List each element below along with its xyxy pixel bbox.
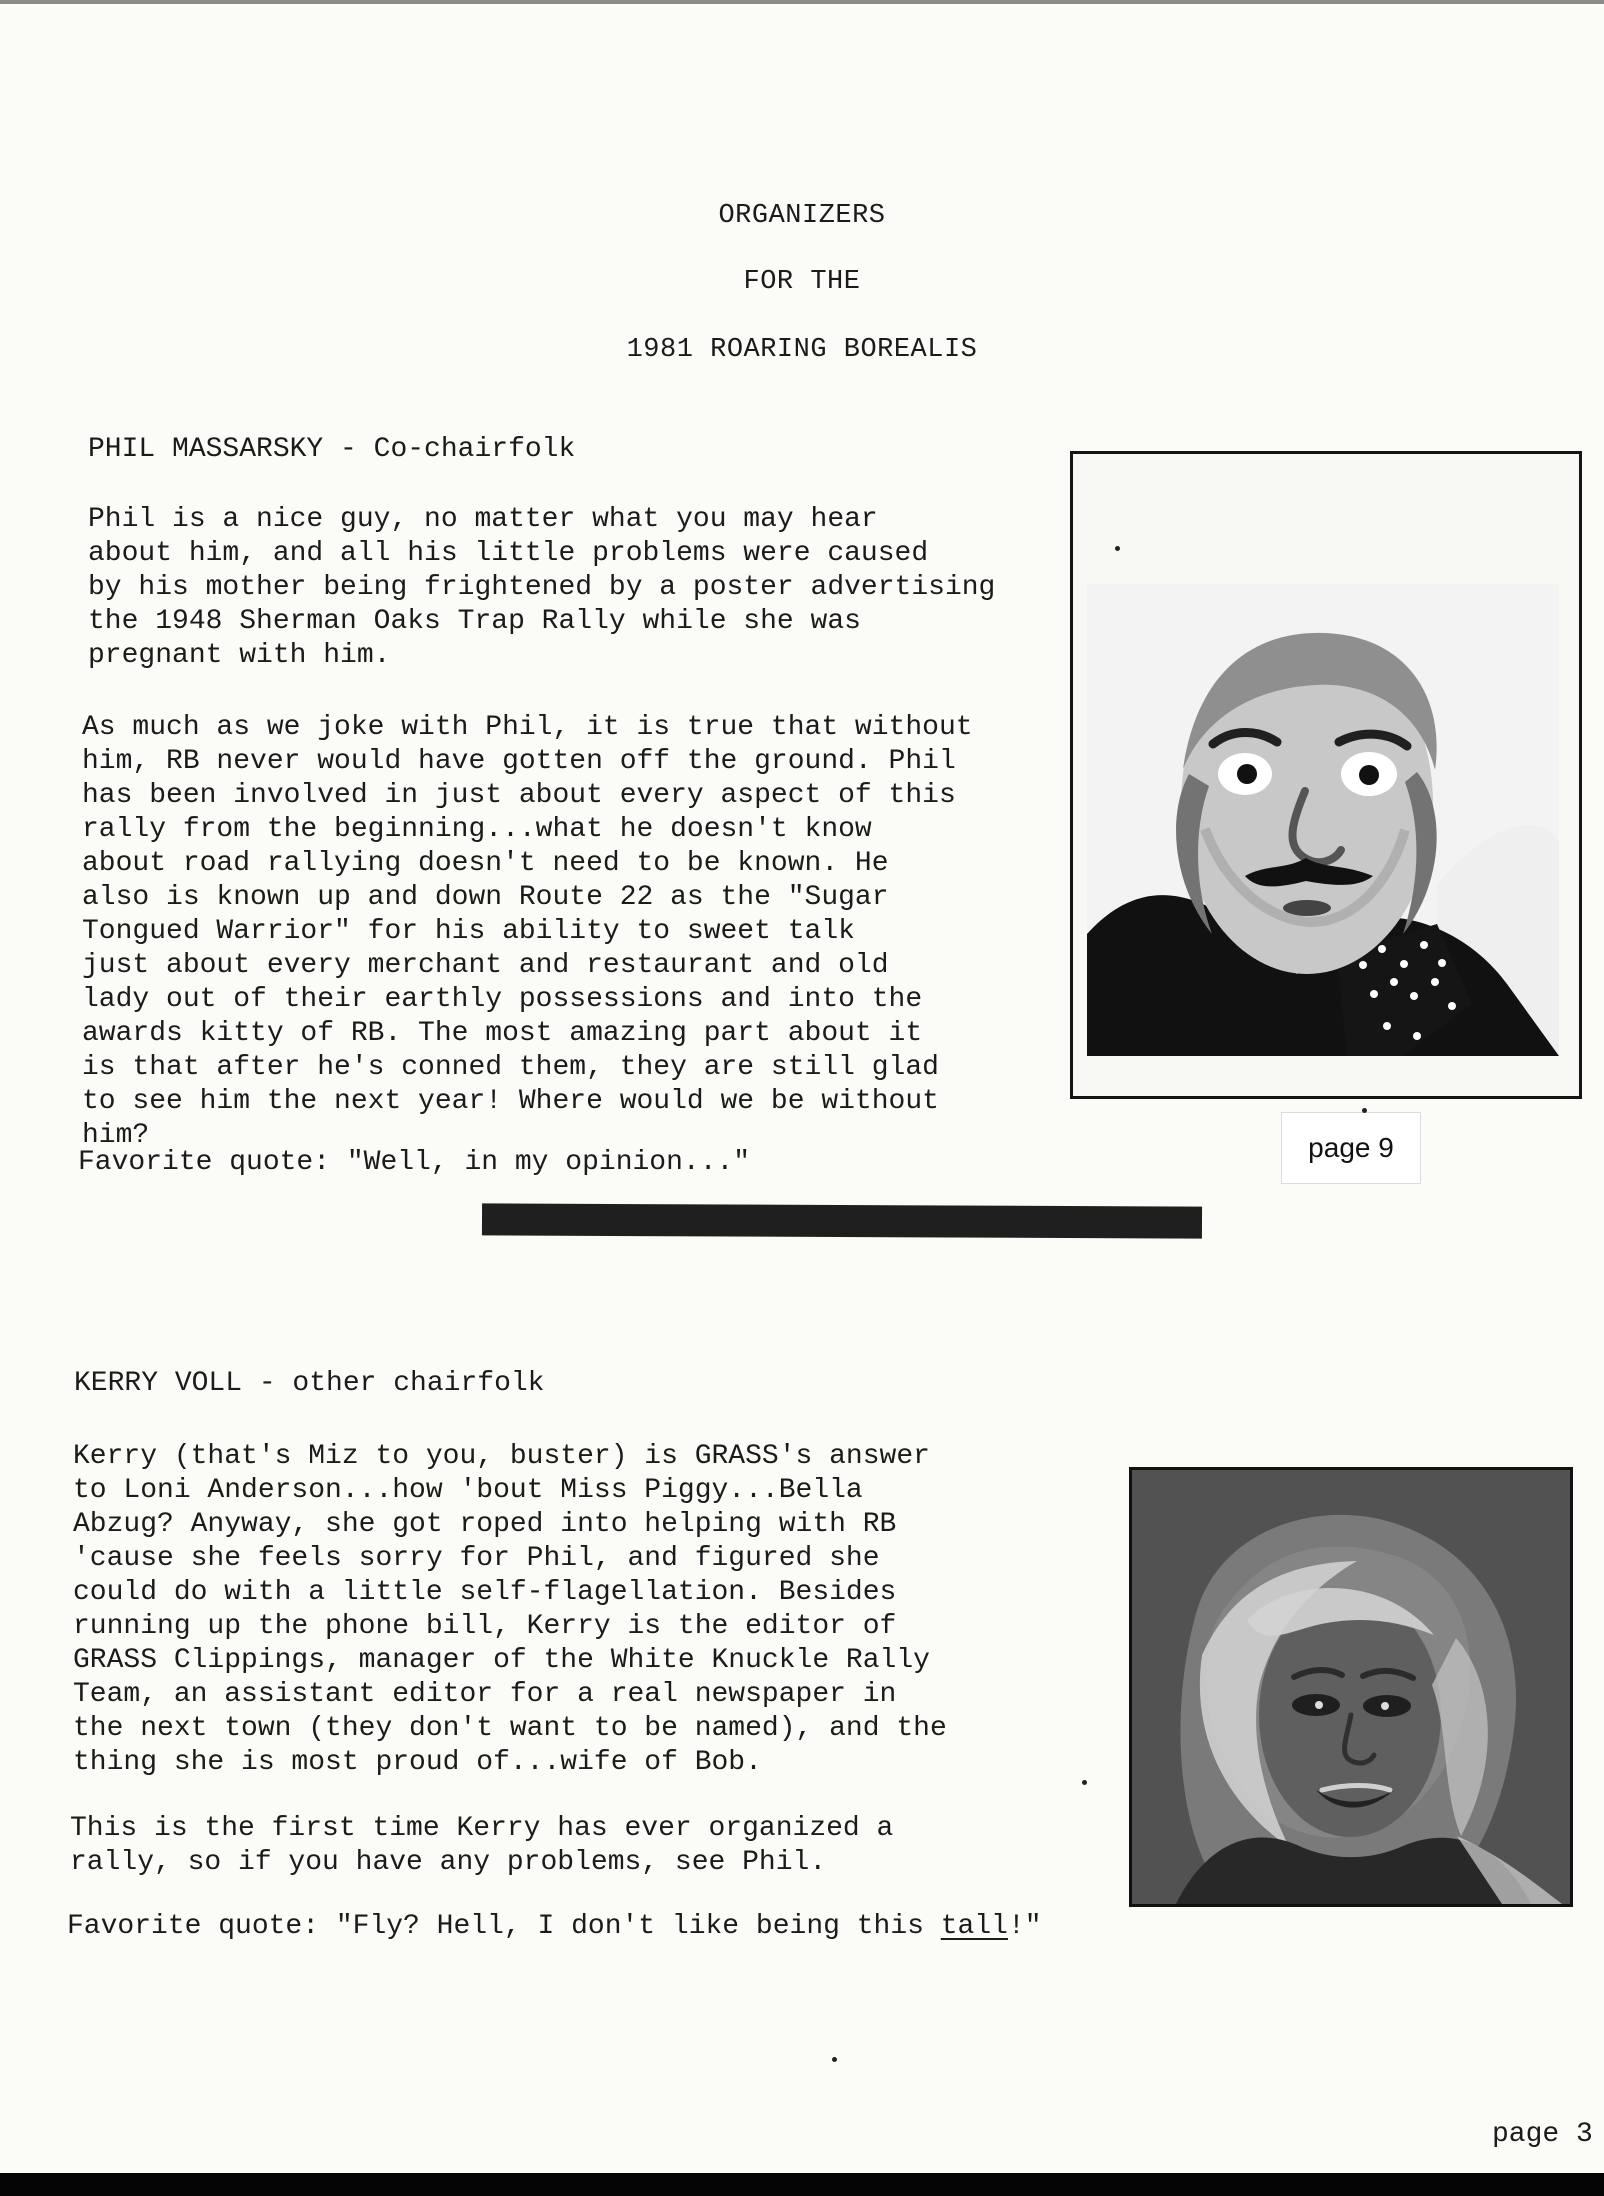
print-speck (832, 2057, 837, 2062)
kerry-closing-paragraph: This is the first time Kerry has ever organized a rally, so if you have any problems, see Phil. (70, 1813, 894, 1878)
page-number: page 3 (1492, 2119, 1593, 2150)
title-line-for-the: FOR THE (743, 267, 861, 297)
title-line-event-name: 1981 ROARING BOREALIS (626, 335, 978, 365)
bottom-scan-edge (0, 2173, 1604, 2196)
page-reference-label: page 9 (1281, 1112, 1421, 1184)
phil-portrait-illustration (1087, 584, 1559, 1056)
top-rule (0, 0, 1604, 4)
kerry-quote-suffix: !" (1007, 1911, 1042, 1942)
kerry-portrait-image (1129, 1467, 1573, 1907)
phil-portrait-image (1087, 584, 1559, 1164)
kerry-heading: KERRY VOLL - other chairfolk (74, 1368, 545, 1399)
kerry-quote-prefix: Favorite quote: "Fly? Hell, I don't like being this (67, 1911, 941, 1942)
print-speck (1115, 546, 1120, 551)
phil-favorite-quote: Favorite quote: "Well, in my opinion..." (78, 1147, 751, 1178)
kerry-portrait-illustration (1132, 1470, 1570, 1904)
phil-heading: PHIL MASSARSKY - Co-chairfolk (88, 434, 576, 465)
print-speck (1362, 1108, 1367, 1113)
print-speck (1082, 1780, 1087, 1785)
section-divider-bar (482, 1203, 1202, 1238)
phil-intro-paragraph: Phil is a nice guy, no matter what you may hear about him, and all his little problems were caused by his mother being frightened by a poster advertising the 1948 Sherman Oaks Trap Rally while she was pregnant with him. (88, 504, 996, 671)
kerry-bio-paragraph: Kerry (that's Miz to you, buster) is GRASS's answer to Loni Anderson...how 'bout Miss Piggy...Bella Abzug? Anyway, she got roped into helping with RB 'cause she feels sorry for Phil, and figured she could do with a little self-flagellation. Besides running up the phone bill, Kerry is the editor of GRASS Clippings, manager of the White Knuckle Rally Team, an assistant editor for a real newspaper in the next town (they don't want to be named), and the thing she is most proud of...wife of Bob. (73, 1441, 947, 1778)
phil-photo-frame (1070, 451, 1582, 1164)
kerry-quote-emphasis: tall (940, 1911, 1008, 1942)
kerry-favorite-quote (67, 1910, 1042, 1944)
title-line-organizers: ORGANIZERS (718, 201, 886, 231)
phil-bio-paragraph: As much as we joke with Phil, it is true that without him, RB never would have gotten off the ground. Phil has been involved in just about every aspect of this rally from the beginning...what he doesn't know about road rallying doesn't need to be known. He also is known up and down Route 22 as the "Sugar Tongued Warrior" for his ability to sweet talk just about every merchant and restaurant and old lady out of their earthly possessions and into the awards kitty of RB. The most amazing part about it is that after he's conned them, they are still glad to see him the next year! Where would we be without him? (82, 712, 973, 1151)
